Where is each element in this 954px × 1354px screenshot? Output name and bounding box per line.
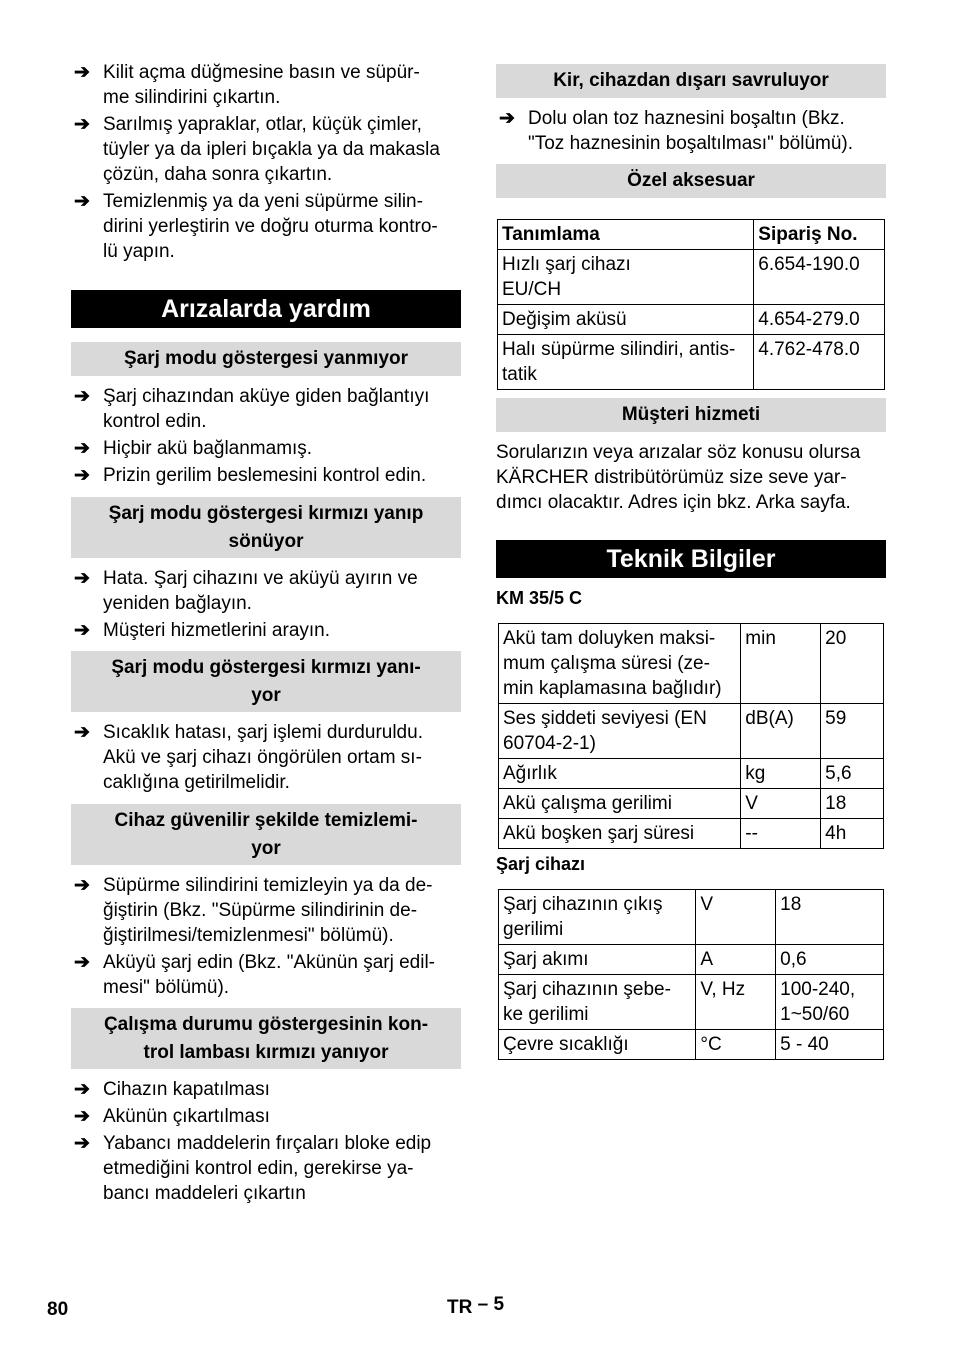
customer-service-text: Sorularızın veya arızalar söz konusu olursa KÄRCHER distribütörümüz size seve yar- dımcı olacaktır. Adres için bkz. Arka sayfa. [496,442,861,513]
footer-section-label [447,1294,505,1319]
table-header-cell: Tanımlama [498,220,754,250]
table-row [498,335,885,390]
arrow-icon: ➔ [74,1106,90,1127]
table-cell: Ağırlık [499,759,741,789]
arrow-icon: ➔ [74,191,90,212]
table-cell: 20 [821,624,884,704]
list-item: ➔ Akünün çıkartılması [74,1106,270,1127]
table-cell: V, Hz [696,975,776,1030]
table-cell: 4.762-478.0 [754,335,885,390]
table-row [499,819,884,849]
bullet-list [71,1077,461,1208]
list-item: ➔ Müşteri hizmetlerini arayın. [74,620,331,641]
table-cell: Akü çalışma gerilimi [499,789,741,819]
table-cell: Şarj cihazının şebe- ke gerilimi [499,975,696,1030]
list-item: ➔ Sarılmış yapraklar, otlar, küçük çimler, tüyler ya da ipleri bıçakla ya da makasla çözün, daha sonra çıkartın. [74,114,440,185]
list-item: ➔ Şarj cihazından aküye giden bağlantıyı kontrol edin. [74,386,430,432]
section-title-troubleshooting: Arızalarda yardım [71,290,461,328]
charger-table [498,889,884,1060]
table-cell: 100-240, 1~50/60 [776,975,884,1030]
table-row [499,759,884,789]
list-item: ➔ Yabancı maddelerin fırçaları bloke edip etmediğini kontrol edin, gerekirse ya- bancı maddeleri çıkartın [74,1133,432,1204]
subsection-title: Özel aksesuar [496,164,886,198]
table-cell: 59 [821,704,884,759]
arrow-icon: ➔ [74,568,90,589]
arrow-icon: ➔ [499,108,515,129]
language-code: TR [447,1297,473,1318]
table-cell: Şarj cihazının çıkış gerilimi [499,890,696,945]
table-cell: min [741,624,821,704]
table-cell: -- [741,819,821,849]
subsection-title: Müşteri hizmeti [496,398,886,432]
arrow-icon: ➔ [74,1079,90,1100]
list-item: ➔ Kilit açma düğmesine basın ve süpür- me silindirini çıkartın. [74,62,420,108]
bullet-list [71,566,461,645]
arrow-icon: ➔ [74,114,90,135]
list-item: ➔ Dolu olan toz haznesini boşaltın (Bkz. "Toz haznesinin boşaltılması" bölümü). [499,108,854,154]
bullet-list [71,384,461,490]
table-cell: dB(A) [741,704,821,759]
arrow-icon: ➔ [74,465,90,486]
list-item: ➔ Hiçbir akü bağlanmamış. [74,438,313,459]
table-cell: 4h [821,819,884,849]
arrow-icon: ➔ [74,438,90,459]
list-item: ➔ Sıcaklık hatası, şarj işlemi durduruldu. Akü ve şarj cihazı öngörülen ortam sı- caklığına getirilmelidir. [74,722,423,793]
table-row [499,890,884,945]
list-item: ➔ Prizin gerilim beslemesini kontrol edin. [74,465,427,486]
table-row [498,250,885,305]
list-item: ➔ Süpürme silindirini temizleyin ya da de- ğiştirin (Bkz. "Süpürme silindirinin de- ğiştirilmesi/temizlenmesi" bölümü). [74,875,433,946]
table-row [499,945,884,975]
table-cell: °C [696,1030,776,1060]
model-name: KM 35/5 C [496,588,583,608]
subsection-title: Şarj modu göstergesi kırmızı yanıp sönüyor [71,497,461,558]
section-page: – 5 [477,1294,505,1315]
table-row [499,624,884,704]
list-item: ➔ Aküyü şarj edin (Bkz. "Akünün şarj edil- mesi" bölümü). [74,952,435,998]
list-item: ➔ Cihazın kapatılması [74,1079,270,1100]
table-cell: 4.654-279.0 [754,305,885,335]
table-cell: kg [741,759,821,789]
bullet-list [496,106,886,158]
table-header-cell: Sipariş No. [754,220,885,250]
table-row [499,975,884,1030]
table-cell: Akü boşken şarj süresi [499,819,741,849]
charger-heading: Şarj cihazı [496,854,586,874]
list-item: ➔ Hata. Şarj cihazını ve aküyü ayırın ve yeniden bağlayın. [74,568,418,614]
table-cell: V [741,789,821,819]
arrow-icon: ➔ [74,722,90,743]
table-cell: Ses şiddeti seviyesi (EN 60704-2-1) [499,704,741,759]
bullet-list [71,720,461,797]
section-title-technical-data: Teknik Bilgiler [496,540,886,578]
table-cell: 6.654-190.0 [754,250,885,305]
accessory-table [497,219,885,390]
bullet-list [71,873,461,1002]
table-cell: Çevre sıcaklığı [499,1030,696,1060]
table-cell: Akü tam doluyken maksi- mum çalışma süresi (ze- min kaplamasına bağlıdır) [499,624,741,704]
subsection-title: Çalışma durumu göstergesinin kon- trol lambası kırmızı yanıyor [71,1008,461,1069]
arrow-icon: ➔ [74,386,90,407]
arrow-icon: ➔ [74,62,90,83]
subsection-title: Cihaz güvenilir şekilde temizlemi- yor [71,804,461,865]
table-cell: 18 [821,789,884,819]
table-cell: Değişim aküsü [498,305,754,335]
intro-bullet-list [71,60,461,266]
table-cell: Halı süpürme silindiri, antis- tatik [498,335,754,390]
arrow-icon: ➔ [74,952,90,973]
table-row [499,789,884,819]
table-cell: V [696,890,776,945]
subsection-title: Şarj modu göstergesi kırmızı yanı- yor [71,651,461,712]
table-cell: 5,6 [821,759,884,789]
arrow-icon: ➔ [74,620,90,641]
page-number: 80 [47,1299,69,1320]
table-row [498,305,885,335]
subsection-title: Kir, cihazdan dışarı savruluyor [496,64,886,98]
table-header-row [498,220,885,250]
table-cell: 0,6 [776,945,884,975]
table-cell: A [696,945,776,975]
table-cell: 5 - 40 [776,1030,884,1060]
table-cell: Şarj akımı [499,945,696,975]
arrow-icon: ➔ [74,1133,90,1154]
table-row [499,1030,884,1060]
table-cell: Hızlı şarj cihazı EU/CH [498,250,754,305]
list-item: ➔ Temizlenmiş ya da yeni süpürme silin- dirini yerleştirin ve doğru oturma kontro- lü yapın. [74,191,438,262]
table-cell: 18 [776,890,884,945]
subsection-title: Şarj modu göstergesi yanmıyor [71,342,461,376]
arrow-icon: ➔ [74,875,90,896]
technical-data-table [498,623,884,849]
table-row [499,704,884,759]
